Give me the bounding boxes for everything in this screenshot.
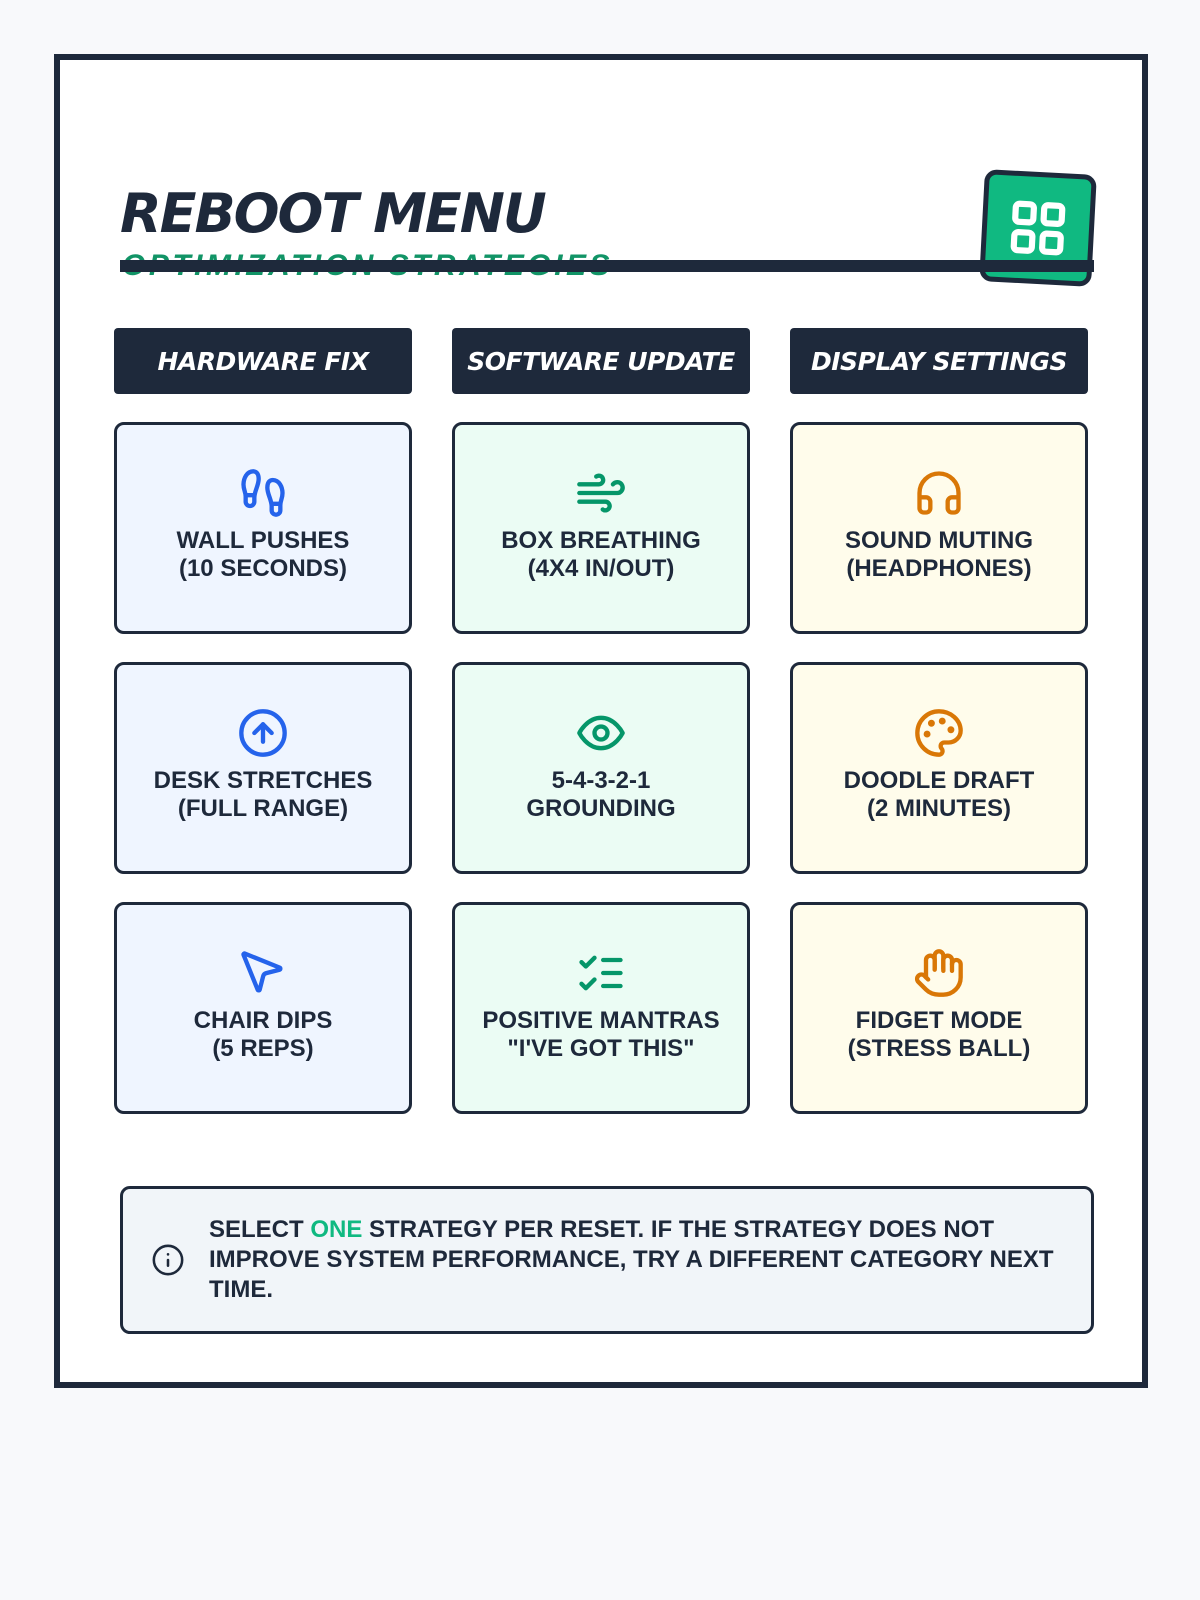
strategy-tile-chair-dips[interactable] (114, 902, 412, 1114)
tile-label-line1: FIDGET MODE (855, 1007, 1023, 1034)
hand-icon (911, 945, 967, 1001)
header (120, 120, 1094, 280)
tile-label-line1: WALL PUSHES (176, 527, 350, 554)
tile-label-line2: (FULL RANGE) (177, 795, 349, 822)
strategy-tile-wall-pushes[interactable] (114, 422, 412, 634)
note-text-start: SELECT (209, 1216, 311, 1243)
wind-icon (573, 465, 629, 521)
tile-label-line2: (HEADPHONES) (846, 555, 1032, 582)
tile-label-line2: GROUNDING (526, 795, 676, 822)
arrow-up-circle-icon (235, 705, 291, 761)
header-divider (120, 260, 1094, 272)
tile-label-line2: (STRESS BALL) (847, 1035, 1031, 1062)
palette-icon (911, 705, 967, 761)
strategy-tile-grounding[interactable] (452, 662, 750, 874)
tile-label-line2: (4X4 IN/OUT) (527, 555, 675, 582)
tile-label-line1: BOX BREATHING (501, 527, 701, 554)
strategy-tile-desk-stretches[interactable] (114, 662, 412, 874)
note-text (209, 1215, 1069, 1305)
tile-label-line2: (2 MINUTES) (867, 795, 1011, 822)
column-header-display-settings: DISPLAY SETTINGS (790, 328, 1088, 394)
tile-label-line1: POSITIVE MANTRAS (482, 1007, 720, 1034)
tile-label-line2: "I'VE GOT THIS" (507, 1035, 695, 1062)
column-header-software-update: SOFTWARE UPDATE (452, 328, 750, 394)
column-header-hardware-fix: HARDWARE FIX (114, 328, 412, 394)
note-text-end: STRATEGY PER RESET. IF THE STRATEGY DOES NOT IMPROVE SYSTEM PERFORMANCE, TRY A DIFFERENT CATEGORY NEXT TIME. (209, 1216, 1054, 1303)
cursor-icon (235, 945, 291, 1001)
note-highlight: ONE (310, 1216, 363, 1243)
strategy-tile-sound-muting[interactable] (790, 422, 1088, 634)
tile-label-line1: CHAIR DIPS (193, 1007, 333, 1034)
info-icon (151, 1243, 185, 1277)
strategy-tile-doodle-draft[interactable] (790, 662, 1088, 874)
eye-icon (573, 705, 629, 761)
strategy-tile-box-breathing[interactable] (452, 422, 750, 634)
reboot-menu-card (54, 54, 1148, 1388)
tile-label-line1: 5-4-3-2-1 (551, 767, 651, 794)
tile-label-line1: DESK STRETCHES (153, 767, 373, 794)
list-checks-icon (573, 945, 629, 1001)
tile-label-line1: DOODLE DRAFT (843, 767, 1035, 794)
footprints-icon (235, 465, 291, 521)
strategy-tile-fidget-mode[interactable] (790, 902, 1088, 1114)
tile-label-line1: SOUND MUTING (845, 527, 1033, 554)
page-title: REBOOT MENU (120, 182, 545, 245)
instructions-note (120, 1186, 1094, 1334)
tile-label-line2: (10 SECONDS) (178, 555, 348, 582)
headphones-icon (911, 465, 967, 521)
strategy-tile-positive-mantras[interactable] (452, 902, 750, 1114)
tile-label-line2: (5 REPS) (212, 1035, 314, 1062)
